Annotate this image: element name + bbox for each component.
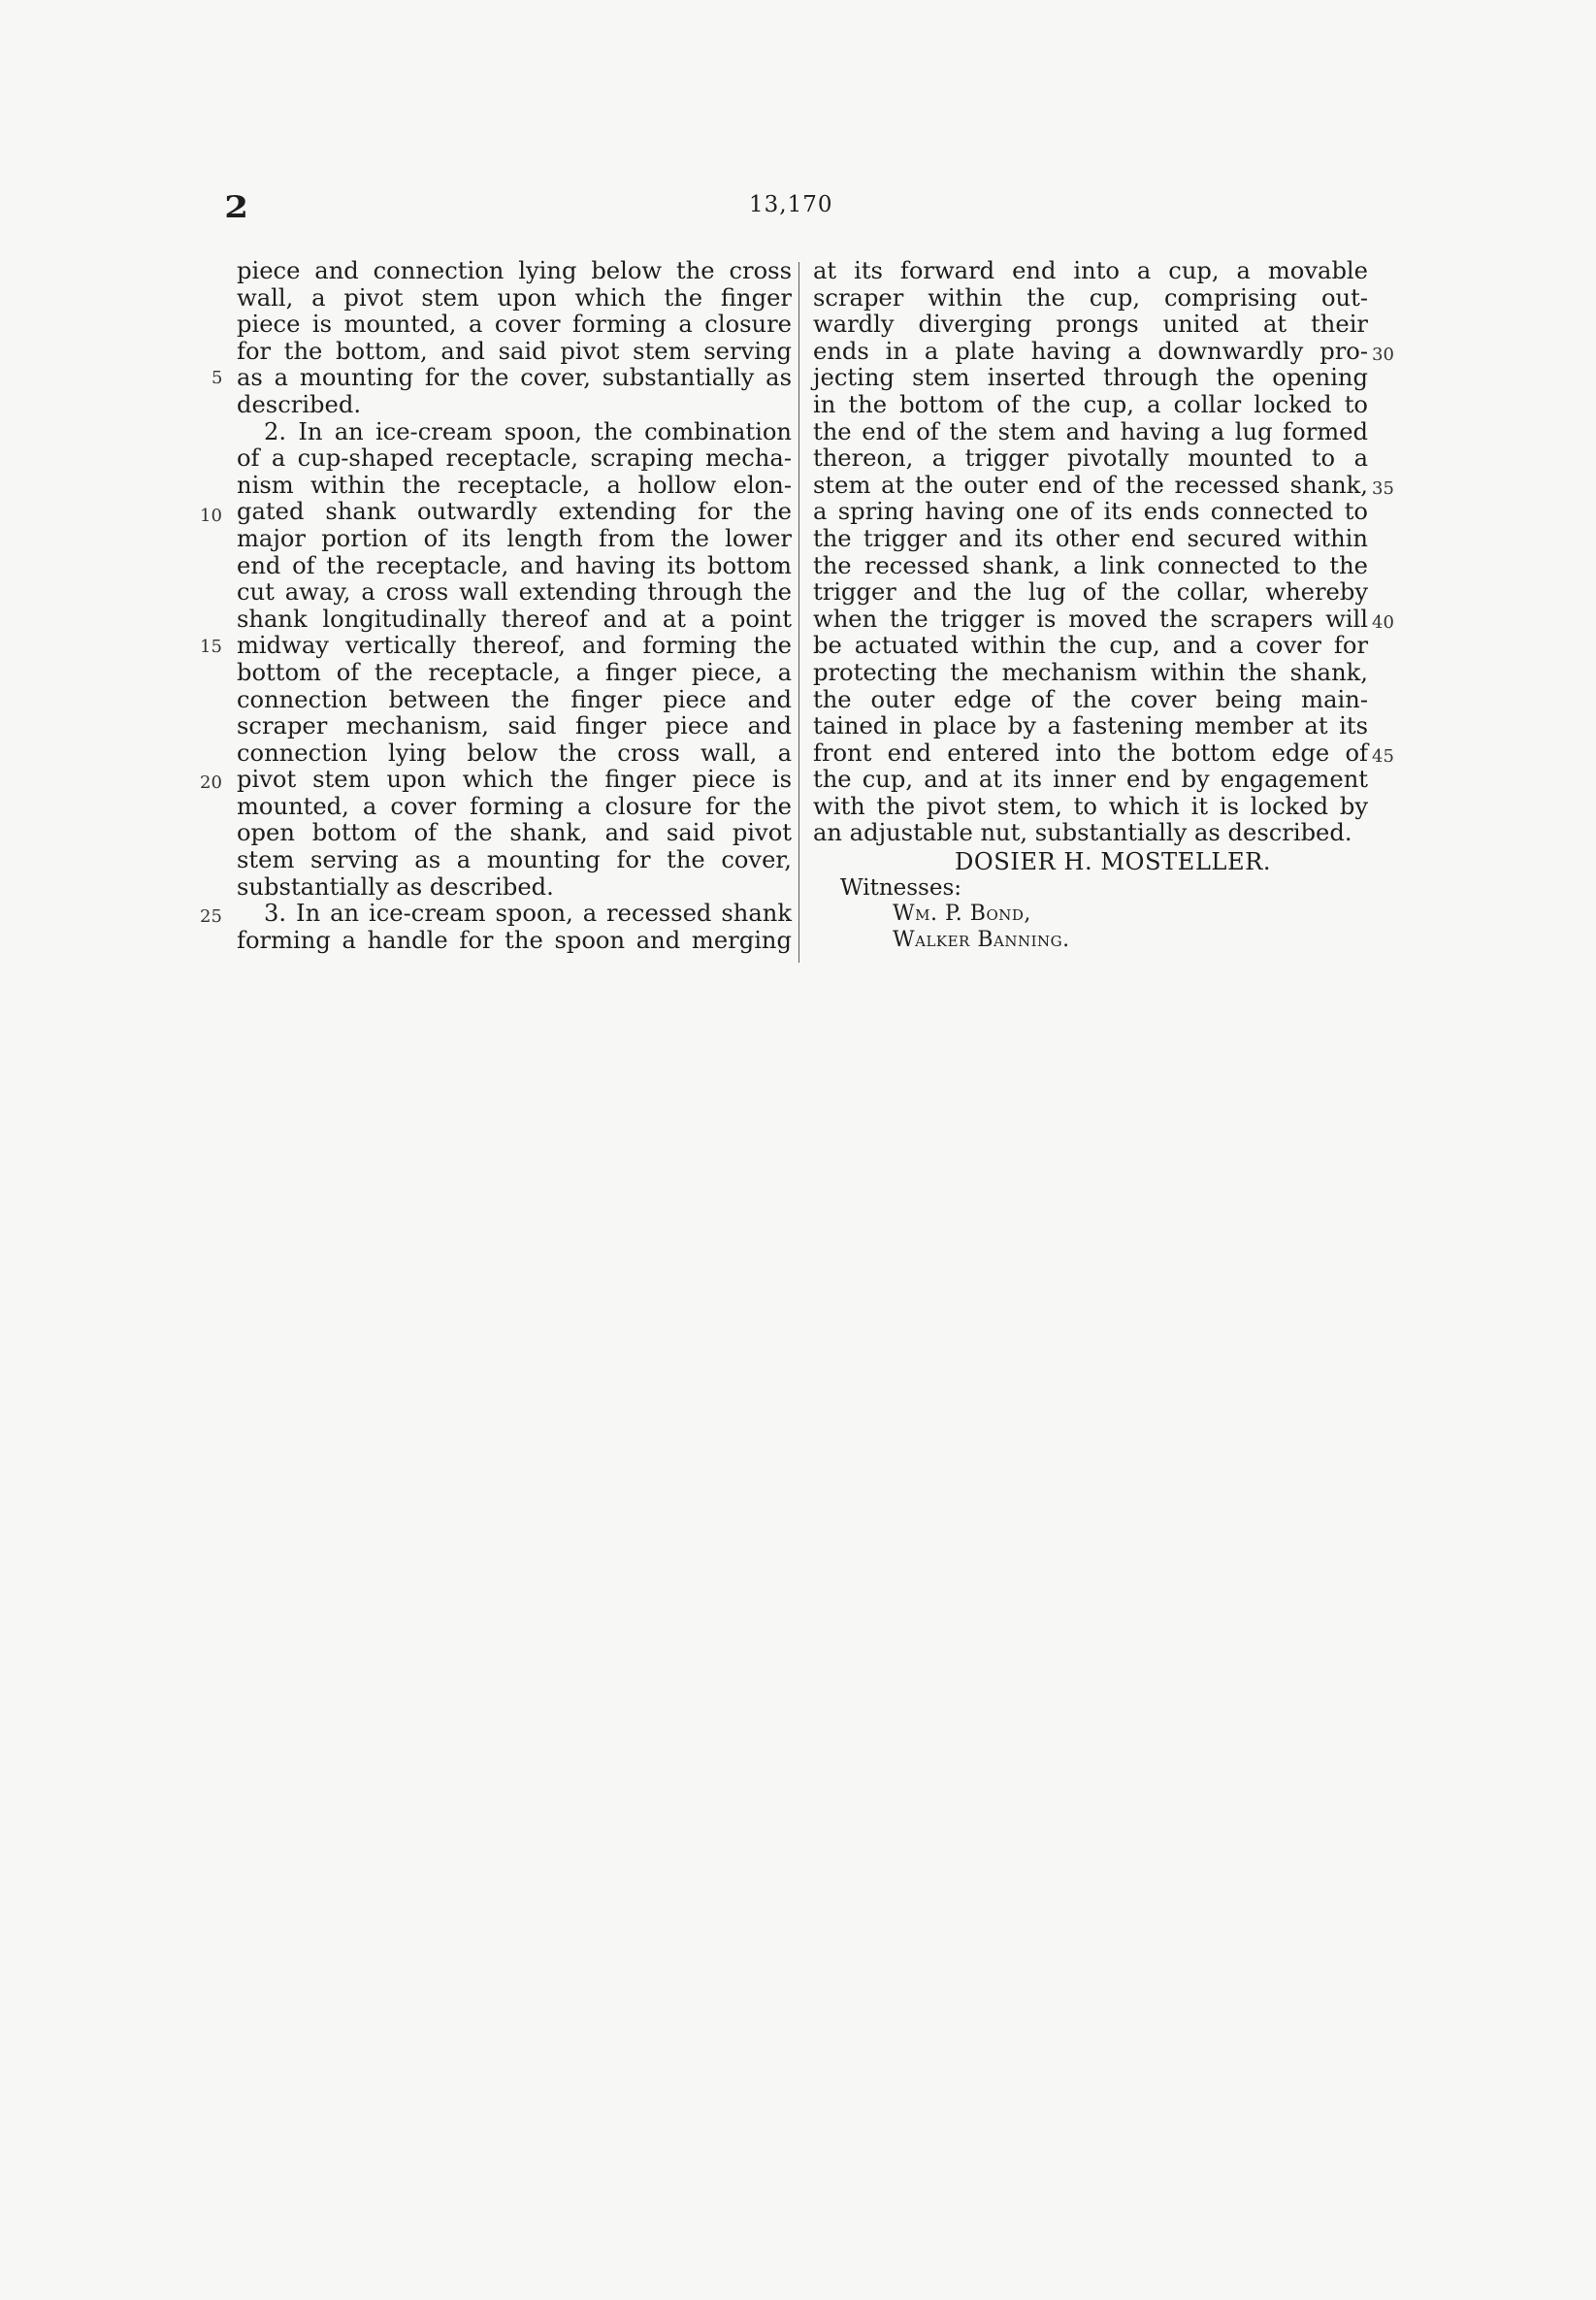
text-line: trigger and the lug of the collar, whereby xyxy=(813,578,1368,607)
text-line: a spring having one of its ends connected to xyxy=(813,498,1368,526)
text-line: tained in place by a fastening member at its xyxy=(813,712,1368,740)
text-line: with the pivot stem, to which it is locked by xyxy=(813,792,1368,820)
text-line: open bottom of the shank, and said pivot xyxy=(237,819,792,847)
text-line: wardly diverging prongs united at their xyxy=(813,311,1368,339)
text-line: scraper within the cup, comprising out- xyxy=(813,283,1368,312)
inventor-signature: DOSIER H. MOSTELLER. xyxy=(955,848,1272,875)
text-line: the trigger and its other end secured within xyxy=(813,524,1368,552)
text-line: connection between the finger piece and xyxy=(237,685,792,713)
patent-number: 13,170 xyxy=(749,192,833,217)
text-line: of a cup-shaped receptacle, scraping mecha- xyxy=(237,444,792,473)
right-column xyxy=(813,258,1368,847)
text-line: bottom of the receptacle, a finger piece, a xyxy=(237,658,792,686)
claim-2-start: 2. In an ice-cream spoon, the combination xyxy=(264,417,792,445)
text-line: thereon, a trigger pivotally mounted to a xyxy=(813,444,1368,473)
text-line: when the trigger is moved the scrapers will xyxy=(813,605,1368,633)
text-line: the recessed shank, a link connected to the xyxy=(813,551,1368,579)
text-line: wall, a pivot stem upon which the finger xyxy=(237,283,792,312)
line-number-45: 45 xyxy=(1372,746,1394,767)
text-line: connection lying below the cross wall, a xyxy=(237,739,792,767)
text-line: at its forward end into a cup, a movable xyxy=(813,257,1368,284)
text-line: pivot stem upon which the finger piece is xyxy=(237,766,792,794)
text-line: an adjustable nut, substantially as described. xyxy=(813,819,1352,847)
column-divider xyxy=(798,262,799,963)
text-line: stem at the outer end of the recessed shank, xyxy=(813,471,1368,499)
text-line: front end entered into the bottom edge of xyxy=(813,739,1368,767)
text-line: stem serving as a mounting for the cover, xyxy=(237,846,792,874)
text-line: scraper mechanism, said finger piece and xyxy=(237,712,792,740)
text-line: major portion of its length from the lower xyxy=(237,524,792,552)
witness-name: Walker Banning. xyxy=(893,928,1070,952)
text-line: piece is mounted, a cover forming a closure xyxy=(237,311,792,339)
text-line: in the bottom of the cup, a collar locked to xyxy=(813,390,1368,418)
line-number-35: 35 xyxy=(1372,478,1394,499)
text-line: be actuated within the cup, and a cover for xyxy=(813,632,1368,660)
claim-3-start: 3. In an ice-cream spoon, a recessed shank xyxy=(264,900,792,928)
text-line: for the bottom, and said pivot stem serving xyxy=(237,337,792,365)
line-number-30: 30 xyxy=(1372,345,1394,365)
text-line: end of the receptacle, and having its bottom xyxy=(237,551,792,579)
text-line: as a mounting for the cover, substantially as xyxy=(237,364,792,392)
line-number-5: 5 xyxy=(212,368,223,388)
witness-name: Wm. P. Bond, xyxy=(893,902,1031,926)
text-line: midway vertically thereof, and forming the xyxy=(237,632,792,660)
text-line: cut away, a cross wall extending through the xyxy=(237,578,792,607)
witnesses-label: Witnesses: xyxy=(840,875,962,901)
text-line: the end of the stem and having a lug formed xyxy=(813,417,1368,445)
text-line: gated shank outwardly extending for the xyxy=(237,498,792,526)
text-line: jecting stem inserted through the opening xyxy=(813,364,1368,392)
text-line: shank longitudinally thereof and at a point xyxy=(237,605,792,633)
left-column xyxy=(237,258,792,954)
text-line: the cup, and at its inner end by engagement xyxy=(813,766,1368,794)
line-number-20: 20 xyxy=(200,772,222,793)
line-number-25: 25 xyxy=(200,906,222,927)
page-number: 2 xyxy=(224,190,250,225)
text-line: mounted, a cover forming a closure for the xyxy=(237,792,792,820)
text-line: forming a handle for the spoon and merging xyxy=(237,926,792,954)
text-line: ends in a plate having a downwardly pro- xyxy=(813,337,1368,365)
text-line: nism within the receptacle, a hollow elon- xyxy=(237,471,792,499)
text-line: described. xyxy=(237,390,362,418)
text-line: substantially as described. xyxy=(237,872,554,901)
text-line: protecting the mechanism within the shank, xyxy=(813,658,1368,686)
line-number-40: 40 xyxy=(1372,612,1394,633)
text-line: piece and connection lying below the cross xyxy=(237,257,792,284)
line-number-15: 15 xyxy=(200,637,222,657)
text-line: the outer edge of the cover being main- xyxy=(813,685,1368,713)
line-number-10: 10 xyxy=(200,506,222,526)
